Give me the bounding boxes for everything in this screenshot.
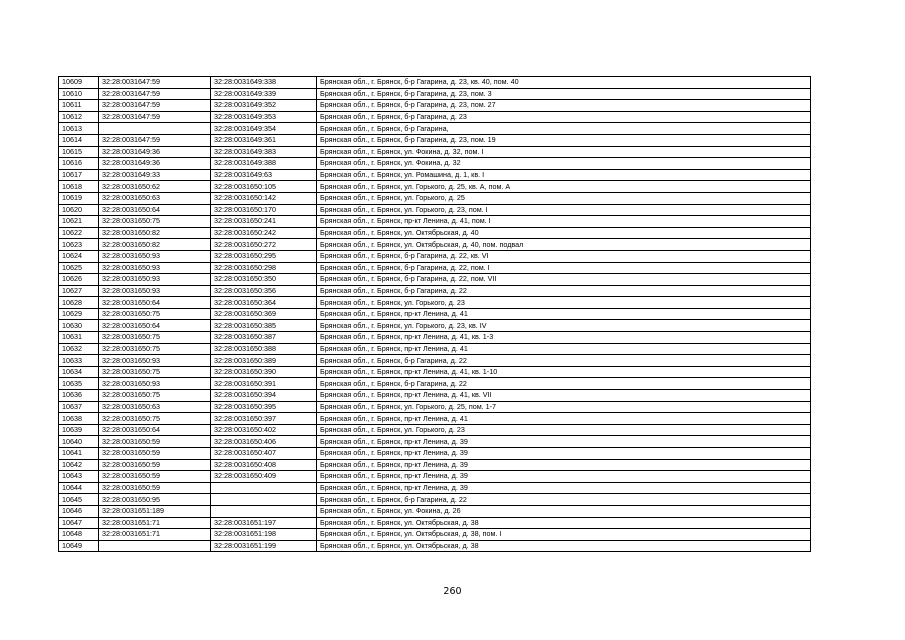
- row-number-cell: 10633: [59, 355, 99, 367]
- parent-cadastral-number-cell: 32:28:0031650:64: [99, 320, 211, 332]
- cadastral-number-cell: 32:28:0031650:385: [211, 320, 317, 332]
- row-number-cell: 10617: [59, 169, 99, 181]
- table-row: [59, 192, 811, 204]
- cadastral-number-cell: 32:28:0031649:352: [211, 100, 317, 112]
- parent-cadastral-number-cell: 32:28:0031650:75: [99, 366, 211, 378]
- table-row: [59, 494, 811, 506]
- parent-cadastral-number-cell: 32:28:0031647:59: [99, 111, 211, 123]
- parent-cadastral-number-cell: [99, 123, 211, 135]
- parent-cadastral-number-cell: 32:28:0031650:75: [99, 343, 211, 355]
- row-number-cell: 10628: [59, 297, 99, 309]
- row-number-cell: 10634: [59, 366, 99, 378]
- address-cell: Брянская обл., г. Брянск, б-р Гагарина, д. 22, кв. VI: [317, 250, 811, 262]
- cadastral-number-cell: 32:28:0031649:388: [211, 158, 317, 170]
- address-cell: Брянская обл., г. Брянск, б-р Гагарина, д. 23: [317, 111, 811, 123]
- cadastral-number-cell: 32:28:0031650:170: [211, 204, 317, 216]
- row-number-cell: 10635: [59, 378, 99, 390]
- row-number-cell: 10626: [59, 274, 99, 286]
- table-row: [59, 100, 811, 112]
- table-row: [59, 332, 811, 344]
- row-number-cell: 10642: [59, 459, 99, 471]
- row-number-cell: 10625: [59, 262, 99, 274]
- row-number-cell: 10643: [59, 471, 99, 483]
- cadastral-number-cell: 32:28:0031650:241: [211, 216, 317, 228]
- table-row: [59, 355, 811, 367]
- address-cell: Брянская обл., г. Брянск, пр-кт Ленина, д. 39: [317, 471, 811, 483]
- parent-cadastral-number-cell: 32:28:0031650:59: [99, 448, 211, 460]
- parent-cadastral-number-cell: 32:28:0031650:75: [99, 308, 211, 320]
- parent-cadastral-number-cell: 32:28:0031647:59: [99, 77, 211, 89]
- table-row: [59, 216, 811, 228]
- row-number-cell: 10613: [59, 123, 99, 135]
- parent-cadastral-number-cell: 32:28:0031650:93: [99, 250, 211, 262]
- row-number-cell: 10640: [59, 436, 99, 448]
- address-cell: Брянская обл., г. Брянск, б-р Гагарина, д. 22: [317, 378, 811, 390]
- table-row: [59, 250, 811, 262]
- parent-cadastral-number-cell: 32:28:0031651:189: [99, 505, 211, 517]
- address-cell: Брянская обл., г. Брянск, ул. Фокина, д. 26: [317, 505, 811, 517]
- row-number-cell: 10638: [59, 413, 99, 425]
- parent-cadastral-number-cell: 32:28:0031649:36: [99, 146, 211, 158]
- cadastral-number-cell: 32:28:0031650:397: [211, 413, 317, 425]
- cadastral-number-cell: 32:28:0031650:350: [211, 274, 317, 286]
- address-cell: Брянская обл., г. Брянск, ул. Горького, д. 25, пом. 1-7: [317, 401, 811, 413]
- table-row: [59, 505, 811, 517]
- row-number-cell: 10637: [59, 401, 99, 413]
- parent-cadastral-number-cell: 32:28:0031650:59: [99, 436, 211, 448]
- table-row: [59, 436, 811, 448]
- address-cell: Брянская обл., г. Брянск, пр-кт Ленина, д. 39: [317, 459, 811, 471]
- address-cell: Брянская обл., г. Брянск, ул. Горького, д. 23, кв. IV: [317, 320, 811, 332]
- row-number-cell: 10609: [59, 77, 99, 89]
- address-cell: Брянская обл., г. Брянск, пр-кт Ленина, д. 41: [317, 308, 811, 320]
- cadastral-number-cell: 32:28:0031650:408: [211, 459, 317, 471]
- table-row: [59, 285, 811, 297]
- cadastral-number-cell: 32:28:0031651:198: [211, 529, 317, 541]
- parent-cadastral-number-cell: 32:28:0031650:62: [99, 181, 211, 193]
- cadastral-number-cell: 32:28:0031650:356: [211, 285, 317, 297]
- page-number: 260: [443, 586, 462, 597]
- parent-cadastral-number-cell: 32:28:0031650:59: [99, 482, 211, 494]
- address-cell: Брянская обл., г. Брянск, б-р Гагарина, д. 22, пом. I: [317, 262, 811, 274]
- row-number-cell: 10639: [59, 424, 99, 436]
- address-cell: Брянская обл., г. Брянск, б-р Гагарина, д. 22, пом. VII: [317, 274, 811, 286]
- row-number-cell: 10627: [59, 285, 99, 297]
- cadastral-number-cell: [211, 505, 317, 517]
- address-cell: Брянская обл., г. Брянск, пр-кт Ленина, д. 41: [317, 413, 811, 425]
- cadastral-number-cell: 32:28:0031651:197: [211, 517, 317, 529]
- row-number-cell: 10620: [59, 204, 99, 216]
- cadastral-number-cell: 32:28:0031650:387: [211, 332, 317, 344]
- address-cell: Брянская обл., г. Брянск, ул. Горького, д. 25, кв. А, пом. А: [317, 181, 811, 193]
- address-cell: Брянская обл., г. Брянск, пр-кт Ленина, д. 41, пом. I: [317, 216, 811, 228]
- parent-cadastral-number-cell: 32:28:0031650:63: [99, 401, 211, 413]
- row-number-cell: 10632: [59, 343, 99, 355]
- parent-cadastral-number-cell: 32:28:0031650:64: [99, 424, 211, 436]
- address-cell: Брянская обл., г. Брянск, пр-кт Ленина, д. 39: [317, 482, 811, 494]
- cadastral-number-cell: 32:28:0031650:394: [211, 390, 317, 402]
- parent-cadastral-number-cell: 32:28:0031650:75: [99, 390, 211, 402]
- address-cell: Брянская обл., г. Брянск, ул. Фокина, д. 32, пом. I: [317, 146, 811, 158]
- table-row: [59, 343, 811, 355]
- address-cell: Брянская обл., г. Брянск, ул. Горького, д. 25: [317, 192, 811, 204]
- address-cell: Брянская обл., г. Брянск, б-р Гагарина, д. 23, кв. 40, пом. 40: [317, 77, 811, 89]
- address-cell: Брянская обл., г. Брянск, б-р Гагарина, д. 23, пом. 3: [317, 88, 811, 100]
- row-number-cell: 10645: [59, 494, 99, 506]
- parent-cadastral-number-cell: 32:28:0031650:63: [99, 192, 211, 204]
- cadastral-number-cell: 32:28:0031650:295: [211, 250, 317, 262]
- table-row: [59, 459, 811, 471]
- table-row: [59, 424, 811, 436]
- table-row: [59, 297, 811, 309]
- row-number-cell: 10624: [59, 250, 99, 262]
- row-number-cell: 10630: [59, 320, 99, 332]
- cadastral-number-cell: 32:28:0031649:338: [211, 77, 317, 89]
- table-row: [59, 448, 811, 460]
- register-table-body: [59, 77, 811, 552]
- cadastral-number-cell: 32:28:0031650:272: [211, 239, 317, 251]
- parent-cadastral-number-cell: [99, 540, 211, 552]
- table-row: [59, 378, 811, 390]
- table-row: [59, 158, 811, 170]
- parent-cadastral-number-cell: 32:28:0031650:75: [99, 413, 211, 425]
- address-cell: Брянская обл., г. Брянск, ул. Горького, д. 23, пом. I: [317, 204, 811, 216]
- cadastral-number-cell: 32:28:0031649:361: [211, 134, 317, 146]
- table-row: [59, 146, 811, 158]
- parent-cadastral-number-cell: 32:28:0031650:75: [99, 216, 211, 228]
- cadastral-number-cell: 32:28:0031650:298: [211, 262, 317, 274]
- cadastral-number-cell: 32:28:0031650:142: [211, 192, 317, 204]
- cadastral-number-cell: 32:28:0031650:364: [211, 297, 317, 309]
- cadastral-register-table: [58, 76, 811, 552]
- parent-cadastral-number-cell: 32:28:0031650:75: [99, 332, 211, 344]
- address-cell: Брянская обл., г. Брянск, б-р Гагарина, д. 22: [317, 494, 811, 506]
- address-cell: Брянская обл., г. Брянск, пр-кт Ленина, д. 41, кв. 1-10: [317, 366, 811, 378]
- table-row: [59, 227, 811, 239]
- cadastral-number-cell: 32:28:0031651:199: [211, 540, 317, 552]
- parent-cadastral-number-cell: 32:28:0031650:95: [99, 494, 211, 506]
- parent-cadastral-number-cell: 32:28:0031650:93: [99, 274, 211, 286]
- row-number-cell: 10623: [59, 239, 99, 251]
- address-cell: Брянская обл., г. Брянск, пр-кт Ленина, д. 39: [317, 436, 811, 448]
- parent-cadastral-number-cell: 32:28:0031651:71: [99, 517, 211, 529]
- parent-cadastral-number-cell: 32:28:0031649:33: [99, 169, 211, 181]
- parent-cadastral-number-cell: 32:28:0031650:59: [99, 459, 211, 471]
- parent-cadastral-number-cell: 32:28:0031650:64: [99, 297, 211, 309]
- cadastral-number-cell: 32:28:0031649:63: [211, 169, 317, 181]
- parent-cadastral-number-cell: 32:28:0031650:59: [99, 471, 211, 483]
- address-cell: Брянская обл., г. Брянск, пр-кт Ленина, д. 41: [317, 343, 811, 355]
- cadastral-number-cell: [211, 494, 317, 506]
- cadastral-number-cell: 32:28:0031650:402: [211, 424, 317, 436]
- row-number-cell: 10622: [59, 227, 99, 239]
- row-number-cell: 10629: [59, 308, 99, 320]
- address-cell: Брянская обл., г. Брянск, пр-кт Ленина, д. 39: [317, 448, 811, 460]
- address-cell: Брянская обл., г. Брянск, ул. Горького, д. 23: [317, 424, 811, 436]
- row-number-cell: 10611: [59, 100, 99, 112]
- cadastral-number-cell: 32:28:0031650:395: [211, 401, 317, 413]
- row-number-cell: 10610: [59, 88, 99, 100]
- row-number-cell: 10648: [59, 529, 99, 541]
- cadastral-number-cell: 32:28:0031650:105: [211, 181, 317, 193]
- parent-cadastral-number-cell: 32:28:0031650:93: [99, 285, 211, 297]
- address-cell: Брянская обл., г. Брянск, ул. Горького, д. 23: [317, 297, 811, 309]
- cadastral-number-cell: 32:28:0031650:369: [211, 308, 317, 320]
- row-number-cell: 10618: [59, 181, 99, 193]
- cadastral-number-cell: 32:28:0031649:354: [211, 123, 317, 135]
- table-row: [59, 123, 811, 135]
- cadastral-number-cell: 32:28:0031650:242: [211, 227, 317, 239]
- cadastral-number-cell: [211, 482, 317, 494]
- row-number-cell: 10612: [59, 111, 99, 123]
- row-number-cell: 10644: [59, 482, 99, 494]
- parent-cadastral-number-cell: 32:28:0031650:82: [99, 227, 211, 239]
- table-row: [59, 366, 811, 378]
- table-row: [59, 320, 811, 332]
- address-cell: Брянская обл., г. Брянск, ул. Октябрьская, д. 40, пом. подвал: [317, 239, 811, 251]
- parent-cadastral-number-cell: 32:28:0031647:59: [99, 88, 211, 100]
- cadastral-number-cell: 32:28:0031649:339: [211, 88, 317, 100]
- cadastral-number-cell: 32:28:0031650:409: [211, 471, 317, 483]
- table-row: [59, 529, 811, 541]
- row-number-cell: 10646: [59, 505, 99, 517]
- table-row: [59, 239, 811, 251]
- table-row: [59, 540, 811, 552]
- parent-cadastral-number-cell: 32:28:0031650:64: [99, 204, 211, 216]
- row-number-cell: 10649: [59, 540, 99, 552]
- table-row: [59, 517, 811, 529]
- cadastral-number-cell: 32:28:0031650:390: [211, 366, 317, 378]
- address-cell: Брянская обл., г. Брянск, пр-кт Ленина, д. 41, кв. VII: [317, 390, 811, 402]
- parent-cadastral-number-cell: 32:28:0031650:93: [99, 262, 211, 274]
- address-cell: Брянская обл., г. Брянск, б-р Гагарина, д. 22: [317, 285, 811, 297]
- address-cell: Брянская обл., г. Брянск, б-р Гагарина, д. 23, пом. 19: [317, 134, 811, 146]
- address-cell: Брянская обл., г. Брянск, б-р Гагарина, д. 22: [317, 355, 811, 367]
- address-cell: Брянская обл., г. Брянск, б-р Гагарина,: [317, 123, 811, 135]
- row-number-cell: 10616: [59, 158, 99, 170]
- cadastral-number-cell: 32:28:0031650:388: [211, 343, 317, 355]
- address-cell: Брянская обл., г. Брянск, ул. Октябрьская, д. 38: [317, 517, 811, 529]
- address-cell: Брянская обл., г. Брянск, ул. Фокина, д. 32: [317, 158, 811, 170]
- parent-cadastral-number-cell: 32:28:0031649:36: [99, 158, 211, 170]
- row-number-cell: 10647: [59, 517, 99, 529]
- row-number-cell: 10619: [59, 192, 99, 204]
- table-row: [59, 111, 811, 123]
- table-row: [59, 390, 811, 402]
- cadastral-number-cell: 32:28:0031650:406: [211, 436, 317, 448]
- address-cell: Брянская обл., г. Брянск, б-р Гагарина, д. 23, пом. 27: [317, 100, 811, 112]
- parent-cadastral-number-cell: 32:28:0031647:59: [99, 134, 211, 146]
- table-row: [59, 169, 811, 181]
- table-row: [59, 413, 811, 425]
- parent-cadastral-number-cell: 32:28:0031647:59: [99, 100, 211, 112]
- cadastral-number-cell: 32:28:0031649:383: [211, 146, 317, 158]
- parent-cadastral-number-cell: 32:28:0031650:93: [99, 378, 211, 390]
- table-row: [59, 88, 811, 100]
- address-cell: Брянская обл., г. Брянск, ул. Октябрьская, д. 40: [317, 227, 811, 239]
- row-number-cell: 10631: [59, 332, 99, 344]
- table-row: [59, 471, 811, 483]
- parent-cadastral-number-cell: 32:28:0031650:93: [99, 355, 211, 367]
- address-cell: Брянская обл., г. Брянск, пр-кт Ленина, д. 41, кв. 1-3: [317, 332, 811, 344]
- row-number-cell: 10636: [59, 390, 99, 402]
- address-cell: Брянская обл., г. Брянск, ул. Октябрьская, д. 38: [317, 540, 811, 552]
- address-cell: Брянская обл., г. Брянск, ул. Октябрьская, д. 38, пом. I: [317, 529, 811, 541]
- table-row: [59, 274, 811, 286]
- table-row: [59, 204, 811, 216]
- row-number-cell: 10615: [59, 146, 99, 158]
- cadastral-number-cell: 32:28:0031650:391: [211, 378, 317, 390]
- address-cell: Брянская обл., г. Брянск, ул. Ромашина, д. 1, кв. I: [317, 169, 811, 181]
- table-row: [59, 308, 811, 320]
- table-row: [59, 401, 811, 413]
- cadastral-number-cell: 32:28:0031650:389: [211, 355, 317, 367]
- cadastral-number-cell: 32:28:0031649:353: [211, 111, 317, 123]
- parent-cadastral-number-cell: 32:28:0031651:71: [99, 529, 211, 541]
- row-number-cell: 10614: [59, 134, 99, 146]
- table-row: [59, 262, 811, 274]
- table-row: [59, 181, 811, 193]
- row-number-cell: 10621: [59, 216, 99, 228]
- parent-cadastral-number-cell: 32:28:0031650:82: [99, 239, 211, 251]
- cadastral-number-cell: 32:28:0031650:407: [211, 448, 317, 460]
- table-row: [59, 482, 811, 494]
- table-row: [59, 134, 811, 146]
- table-row: [59, 77, 811, 89]
- row-number-cell: 10641: [59, 448, 99, 460]
